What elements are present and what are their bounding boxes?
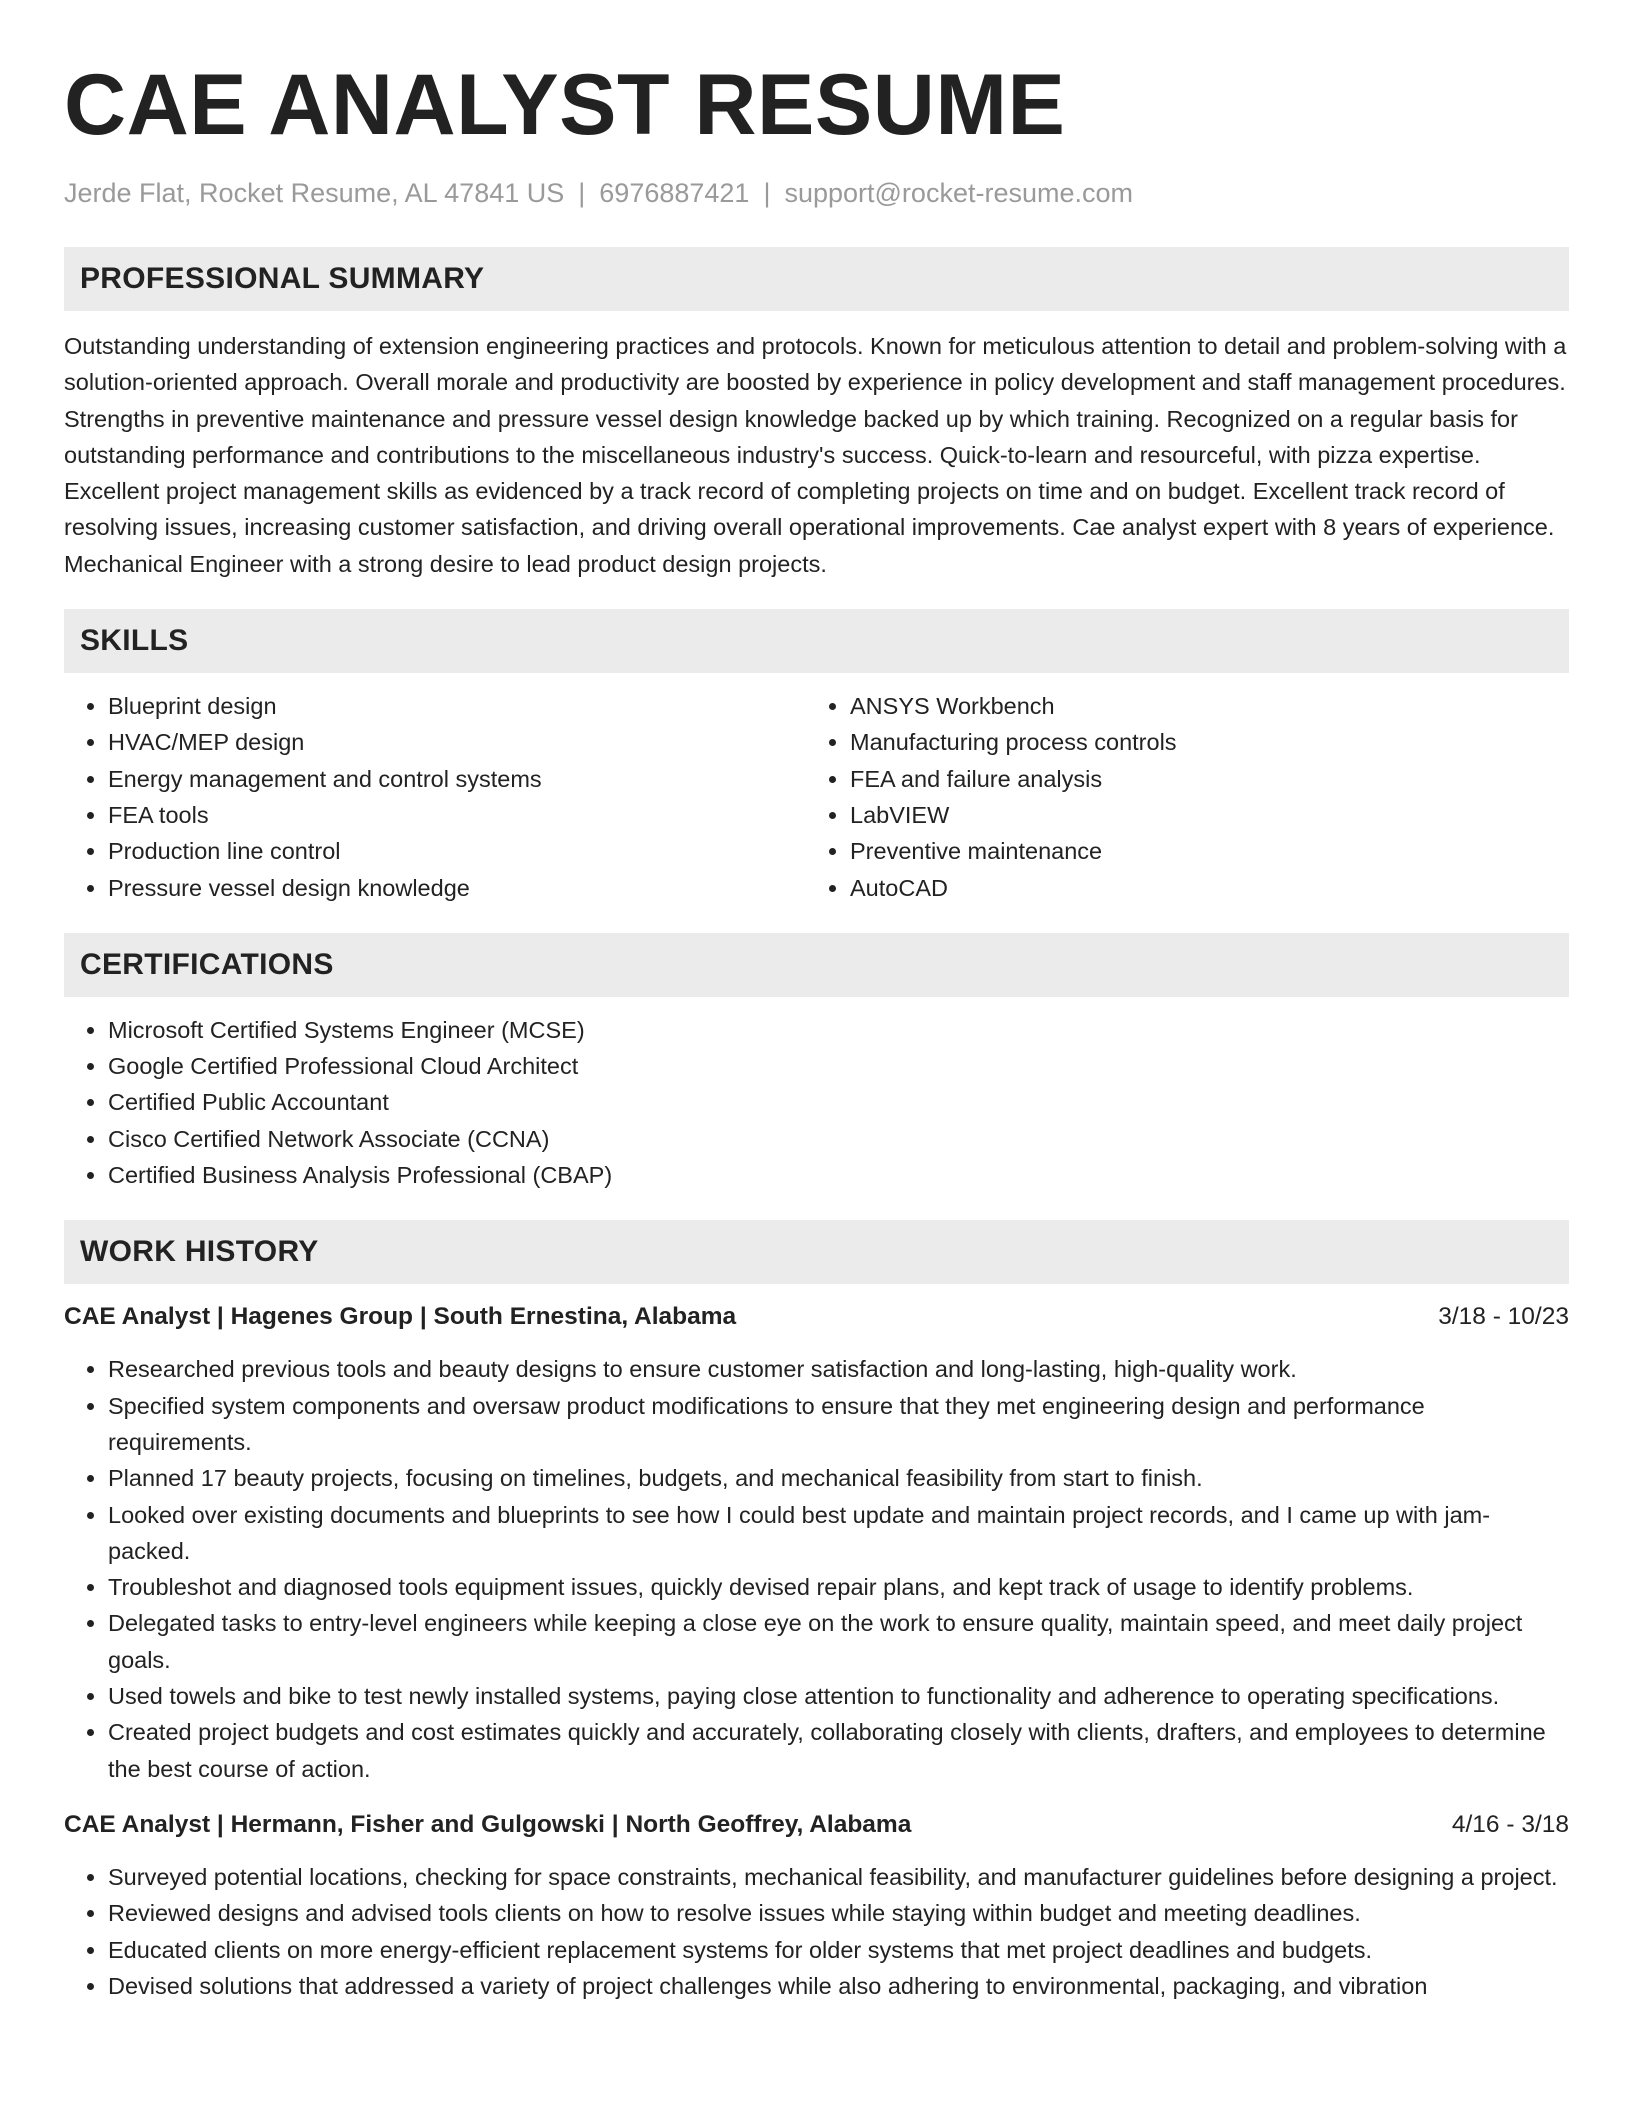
section-heading-summary: PROFESSIONAL SUMMARY: [64, 247, 1569, 311]
skills-list: [64, 688, 1569, 906]
job-entry: [64, 1807, 1569, 2004]
contact-email: support@rocket-resume.com: [784, 178, 1133, 208]
certification-item: • Certified Public Accountant: [108, 1084, 1569, 1120]
section-heading-certifications: CERTIFICATIONS: [64, 933, 1569, 997]
section-heading-skills: SKILLS: [64, 609, 1569, 673]
certification-item: • Microsoft Certified Systems Engineer (MCSE): [108, 1012, 1569, 1048]
skills-column-right: [806, 688, 1548, 906]
resume-title: CAE ANALYST RESUME: [64, 57, 1066, 153]
job-duty-item: • Used towels and bike to test newly installed systems, paying close attention to functionality and adherence to operating specifications.: [108, 1678, 1569, 1714]
job-duty-item: • Delegated tasks to entry-level engineers while keeping a close eye on the work to ensure quality, maintain speed, and meet daily project goals.: [108, 1605, 1569, 1678]
certifications-list: [64, 1012, 1569, 1193]
contact-address: Jerde Flat, Rocket Resume, AL 47841 US: [64, 178, 565, 208]
skill-item: • Production line control: [108, 833, 806, 869]
job-header: [64, 1807, 1569, 1843]
contact-separator: |: [763, 178, 771, 208]
job-dates: 3/18 - 10/23: [1438, 1303, 1569, 1331]
skill-item: • Preventive maintenance: [850, 833, 1548, 869]
resume-page: [64, 0, 1569, 2004]
skill-item: • Pressure vessel design knowledge: [108, 870, 806, 906]
job-duty-item: • Educated clients on more energy-efficient replacement systems for older systems that met project deadlines and budgets.: [108, 1932, 1569, 1968]
section-heading-work-history: WORK HISTORY: [64, 1220, 1569, 1284]
contact-line: [64, 177, 1569, 209]
skill-item: • Manufacturing process controls: [850, 724, 1548, 760]
skill-item: • FEA and failure analysis: [850, 761, 1548, 797]
job-duty-item: • Looked over existing documents and blueprints to see how I could best update and maintain project records, and I came up with jam-packed.: [108, 1497, 1569, 1570]
skill-item: • AutoCAD: [850, 870, 1548, 906]
job-dates: 4/16 - 3/18: [1451, 1810, 1569, 1838]
skill-item: • Blueprint design: [108, 688, 806, 724]
skill-item: • LabVIEW: [850, 797, 1548, 833]
job-duties-list: [64, 1859, 1569, 2004]
job-duties-list: [64, 1351, 1569, 1787]
job-title: CAE Analyst | Hermann, Fisher and Gulgowski | North Geoffrey, Alabama: [64, 1810, 912, 1838]
job-duty-item: • Planned 17 beauty projects, focusing on timelines, budgets, and mechanical feasibility from start to finish.: [108, 1460, 1569, 1496]
job-entry: [64, 1299, 1569, 1787]
job-duty-item: • Created project budgets and cost estimates quickly and accurately, collaborating closely with clients, drafters, and employees to determine the best course of action.: [108, 1714, 1569, 1787]
job-duty-item: • Devised solutions that addressed a variety of project challenges while also adhering to environmental, packaging, and vibration: [108, 1968, 1569, 2004]
skill-item: • HVAC/MEP design: [108, 724, 806, 760]
job-duty-item: • Surveyed potential locations, checking for space constraints, mechanical feasibility, and manufacturer guidelines before designing a project.: [108, 1859, 1569, 1895]
job-title: CAE Analyst | Hagenes Group | South Ernestina, Alabama: [64, 1303, 737, 1331]
job-duty-item: • Specified system components and oversaw product modifications to ensure that they met engineering design and performance requirements.: [108, 1388, 1569, 1461]
job-duty-item: • Troubleshot and diagnosed tools equipment issues, quickly devised repair plans, and kept track of usage to identify problems.: [108, 1569, 1569, 1605]
certification-item: • Cisco Certified Network Associate (CCNA): [108, 1121, 1569, 1157]
job-duty-item: • Reviewed designs and advised tools clients on how to resolve issues while staying within budget and meeting deadlines.: [108, 1895, 1569, 1931]
contact-phone: 6976887421: [599, 178, 750, 208]
job-duty-item: • Researched previous tools and beauty designs to ensure customer satisfaction and long-lasting, high-quality work.: [108, 1351, 1569, 1387]
certification-item: • Certified Business Analysis Professional (CBAP): [108, 1157, 1569, 1193]
skill-item: • ANSYS Workbench: [850, 688, 1548, 724]
skills-column-left: [64, 688, 806, 906]
contact-separator: |: [578, 178, 586, 208]
summary-text: Outstanding understanding of extension engineering practices and protocols. Known for meticulous attention to detail and problem-solving with a solution-oriented approach. Overall morale and productivity are boosted by experience in policy development and staff management procedures. Strengths in preventive maintenance and pressure vessel design knowledge backed up by which training. Recognized on a regular basis for outstanding performance and contributions to the miscellaneous industry's success. Quick-to-learn and resourceful, with pizza expertise. Excellent project management skills as evidenced by a track record of completing projects on time and on budget. Excellent track record of resolving issues, increasing customer satisfaction, and driving overall operational improvements. Cae analyst expert with 8 years of experience. Mechanical Engineer with a strong desire to lead product design projects.: [64, 333, 1567, 577]
skill-item: • Energy management and control systems: [108, 761, 806, 797]
certification-item: • Google Certified Professional Cloud Architect: [108, 1048, 1569, 1084]
job-header: [64, 1299, 1569, 1335]
skill-item: • FEA tools: [108, 797, 806, 833]
